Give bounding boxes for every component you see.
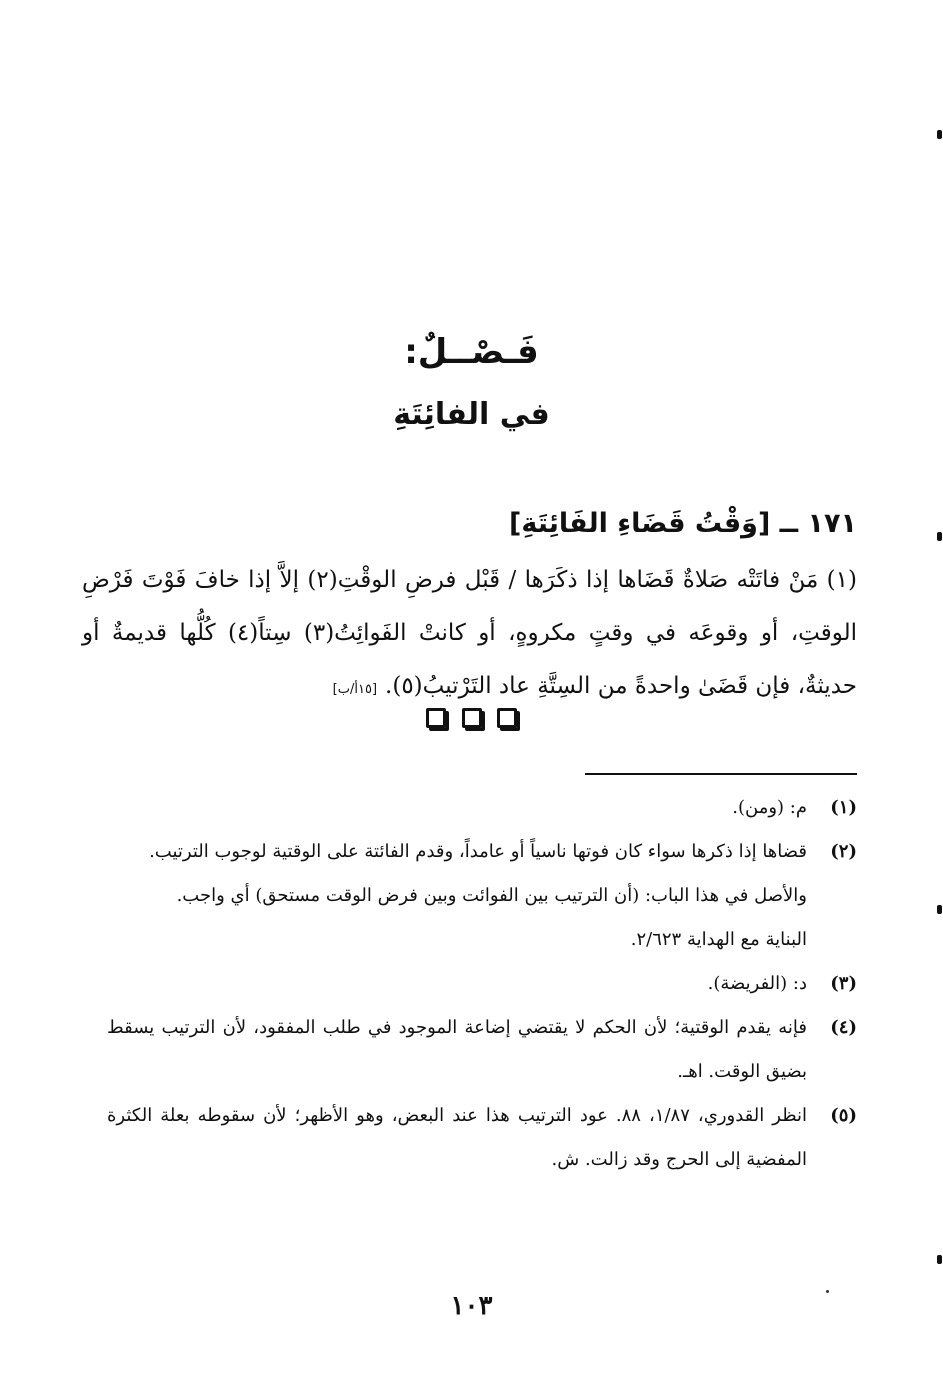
footnote-3	[107, 962, 857, 1006]
footnote-5	[107, 1094, 857, 1182]
footnote-text: د: (الفريضة).	[707, 973, 807, 994]
scan-edge-mark	[937, 905, 942, 914]
scan-speck	[826, 1290, 829, 1293]
footnote-number: (١)	[830, 797, 857, 818]
folio-marker: [١٥أ/ب]	[332, 682, 378, 697]
footnote-4	[107, 1006, 857, 1094]
footnote-text: انظر القدوري، ١/٨٧، ٨٨. عود الترتيب هذا عند البعض، وهو الأظهر؛ لأن سقوطه بعلة الكثرة المفضية إلى الحرج وقد زالت. ش.	[107, 1105, 807, 1170]
footnote-text: م: (ومن).	[732, 797, 807, 818]
chapter-heading: فَـصْــلٌ:	[404, 332, 539, 372]
footnote-number: (٣)	[830, 973, 857, 994]
chapter-subheading: في الفائِتَةِ	[393, 397, 550, 432]
footnote-separator	[585, 773, 857, 775]
footnote-2-continuation: والأصل في هذا الباب: (أن الترتيب بين الفوائت وبين فرض الوقت مستحق) أي واجب.	[176, 885, 807, 906]
scan-edge-mark	[937, 532, 942, 541]
section-171	[82, 500, 857, 716]
footnote-number: (٢)	[830, 841, 857, 862]
scan-edge-mark	[937, 1255, 942, 1264]
footnotes	[107, 786, 857, 1182]
footnote-number: (٥)	[830, 1105, 857, 1126]
scan-edge-mark	[937, 130, 942, 139]
footnote-text: قضاها إذا ذكرها سواء كان فوتها ناسياً أو عامداً، وقدم الفائتة على الوقتية لوجوب الترتيب.	[149, 841, 807, 862]
section-paragraph	[82, 554, 857, 716]
ornament-square-icon	[497, 708, 517, 728]
section-end-ornament	[0, 708, 943, 732]
footnote-1	[107, 786, 857, 830]
paragraph-text: (١) مَنْ فاتَتْه صَلاةٌ قَضَاها إذا ذكَرَها / قَبْل فرضِ الوقْتِ(٢) إلاَّ إذا خافَ فَوْتَ فَرْضِ الوقتِ، أو وقوعَه في وقتٍ مكروهٍ، أو كانتْ الفَوائِتُ(٣) سِتاً(٤) كُلُّها قديمةٌ أو حديثةٌ، فإن قَضَىٰ واحدةً من السِتَّةِ عاد التَرْتيبُ(٥).	[82, 567, 857, 699]
page-number: ١٠٣	[450, 1291, 493, 1321]
section-title: ١٧١ ــ [وَقْتُ قَضَاءِ الفَائِتَةِ]	[509, 508, 857, 539]
chapter-heading-block	[0, 328, 943, 440]
footnote-2	[107, 830, 857, 874]
footnote-text: فإنه يقدم الوقتية؛ لأن الحكم لا يقتضي إضاعة الموجود في طلب المفقود، لأن الترتيب يسقط بضيق الوقت. اهـ.	[107, 1017, 807, 1082]
footnote-2-reference: البناية مع الهداية ٢/٦٢٣.	[630, 929, 807, 950]
footnote-number: (٤)	[830, 1017, 857, 1038]
ornament-square-icon	[462, 708, 482, 728]
ornament-square-icon	[426, 708, 446, 728]
